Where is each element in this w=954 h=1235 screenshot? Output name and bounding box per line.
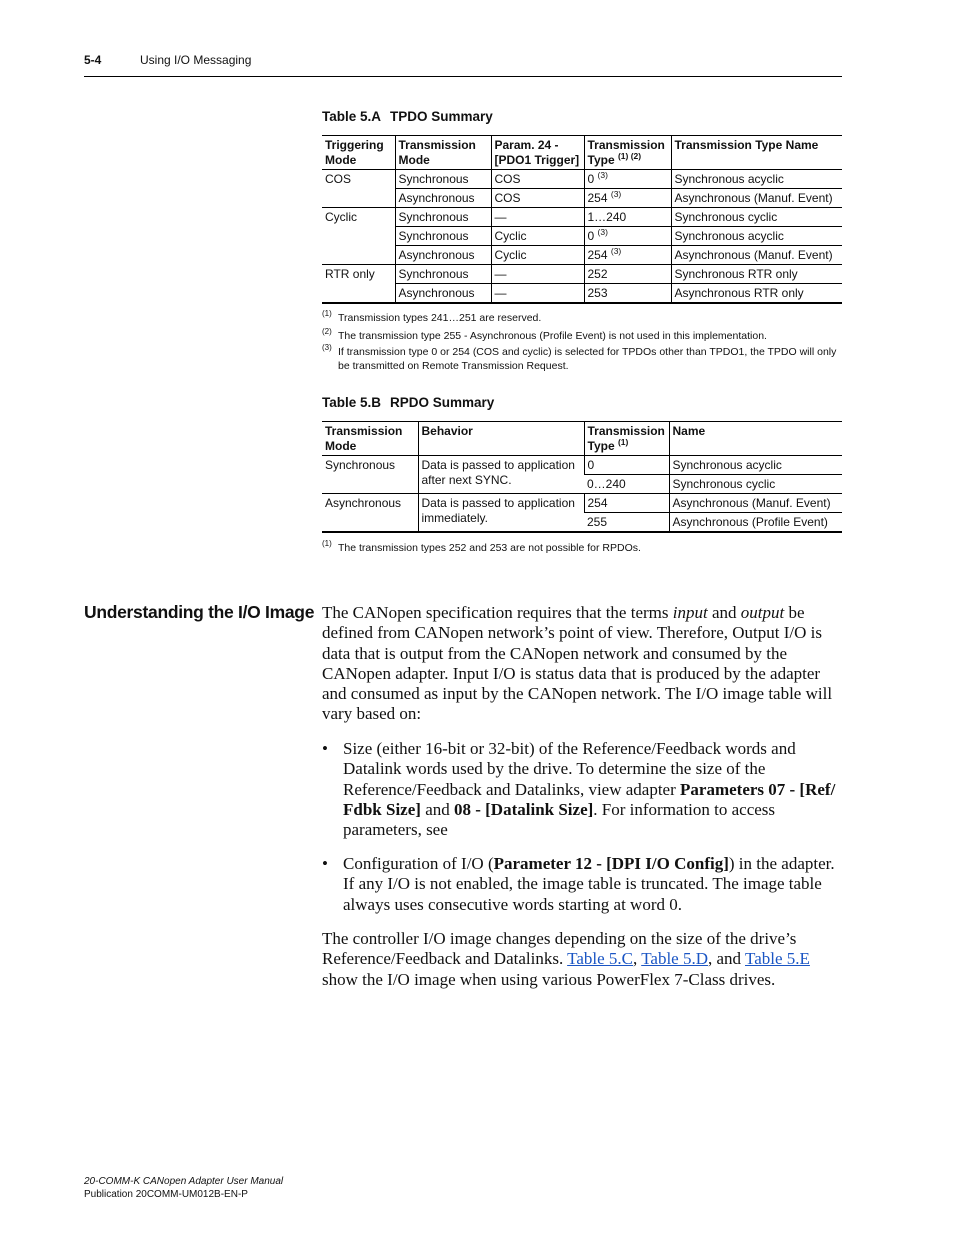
intro-paragraph: The CANopen specification requires that the terms input and output be defined from CANopen network’s point of view. Therefore, Output I/O is data that is output from the CANopen network and consumed by the CANopen adapter. Input I/O is status data that is produced by the adapter and consumed as input by the CANopen network. The I/O image table will vary based on:: [322, 603, 833, 724]
col-header-param24: Param. 24 - [PDO1 Trigger]: [491, 136, 584, 170]
table-row: Synchronous Cyclic 0 $^{(3)}$ Synchronous acyclic: [322, 227, 842, 246]
table-row: Asynchronous — 253 Asynchronous RTR only: [322, 284, 842, 304]
rpdo-summary-table: [322, 421, 842, 533]
link-table-5e[interactable]: Table 5.E: [745, 949, 810, 969]
table-row: 0…240 Synchronous cyclic: [322, 475, 842, 494]
table-row: Asynchronous COS 254 $^{(3)}$ Asynchronous (Manuf. Event): [322, 189, 842, 208]
col-header-transmission-mode: Transmission Mode: [395, 136, 491, 170]
table-a-footnote-3: (3) If transmission type 0 or 254 (COS and cyclic) is selected for TPDOs other than TPDO1, the TPDO will only be transmitted on Remote Transmission Request.: [322, 343, 837, 372]
bullet-item-config: • Configuration of I/O (Parameter 12 - [DPI I/O Config]) in the adapter. If any I/O is not enabled, the image table is truncated. The image table always uses consecutive words starting at word 0.: [322, 854, 835, 914]
page-number: 5-4: [84, 53, 102, 67]
table-row: Asynchronous Data is passed to application immediately. 254 Asynchronous (Manuf. Event): [322, 494, 842, 513]
section-heading: Understanding the I/O Image: [84, 602, 315, 622]
table-b-footnote-1: (1) The transmission types 252 and 253 are not possible for RPDOs.: [322, 539, 641, 554]
table-row: COS Synchronous COS 0 $^{(3)}$ Synchronous acyclic: [322, 170, 842, 189]
col-header-transmission-mode: Transmission Mode: [322, 422, 418, 456]
col-header-triggering-mode: Triggering Mode: [322, 136, 395, 170]
col-header-transmission-type: Transmission Type $^{(1) (2)}$: [584, 136, 671, 170]
table-header-row: [322, 422, 842, 456]
table-row: RTR only Synchronous — 252 Synchronous RTR only: [322, 265, 842, 284]
link-table-5d[interactable]: Table 5.D: [641, 949, 708, 969]
manual-title: 20-COMM-K CANopen Adapter User Manual: [84, 1176, 284, 1187]
link-table-5c[interactable]: Table 5.C: [567, 949, 633, 969]
table-row: Cyclic Synchronous — 1…240 Synchronous cyclic: [322, 208, 842, 227]
tpdo-summary-table: [322, 135, 842, 304]
table-a-footnote-2: (2) The transmission type 255 - Asynchronous (Profile Event) is not used in this implementation.: [322, 327, 767, 342]
publication-number: Publication 20COMM-UM012B-EN-P: [84, 1189, 248, 1200]
page-footer: [84, 1175, 283, 1201]
table-b-title: RPDO Summary: [390, 395, 495, 410]
col-header-behavior: Behavior: [418, 422, 584, 456]
table-b-caption: [322, 395, 494, 410]
chapter-title: Using I/O Messaging: [140, 53, 252, 67]
table-a-footnote-1: (1) Transmission types 241…251 are reserved.: [322, 309, 542, 324]
table-header-row: [322, 136, 842, 170]
table-a-caption: [322, 109, 493, 124]
page-header: [84, 52, 842, 77]
table-row: Synchronous Data is passed to application after next SYNC. 0 Synchronous acyclic: [322, 456, 842, 475]
col-header-type-name: Transmission Type Name: [671, 136, 842, 170]
table-a-number: Table 5.A: [322, 109, 382, 124]
col-header-name: Name: [669, 422, 842, 456]
bullet-item-size: • Size (either 16-bit or 32-bit) of the Reference/Feedback words and Datalink words used by the drive. To determine the size of the Reference/Feedback and Datalinks, view adapter Parameters 07 - [Ref/ Fdbk Size] and 08 - [Datalink Size]. For information to access parameters, see: [322, 739, 836, 840]
table-a-title: TPDO Summary: [390, 109, 493, 124]
table-b-number: Table 5.B: [322, 395, 382, 410]
closing-paragraph: The controller I/O image changes depending on the size of the drive’s Reference/Feedback and Datalinks. Table 5.C, Table 5.D, and Table 5.E show the I/O image when using various PowerFlex 7-Class drives.: [322, 929, 810, 989]
table-row: Asynchronous Cyclic 254 $^{(3)}$ Asynchronous (Manuf. Event): [322, 246, 842, 265]
table-row: 255 Asynchronous (Profile Event): [322, 513, 842, 533]
col-header-transmission-type: Transmission Type $^{(1)}$: [584, 422, 669, 456]
bullet-icon: •: [322, 739, 328, 758]
bullet-icon: •: [322, 854, 328, 873]
